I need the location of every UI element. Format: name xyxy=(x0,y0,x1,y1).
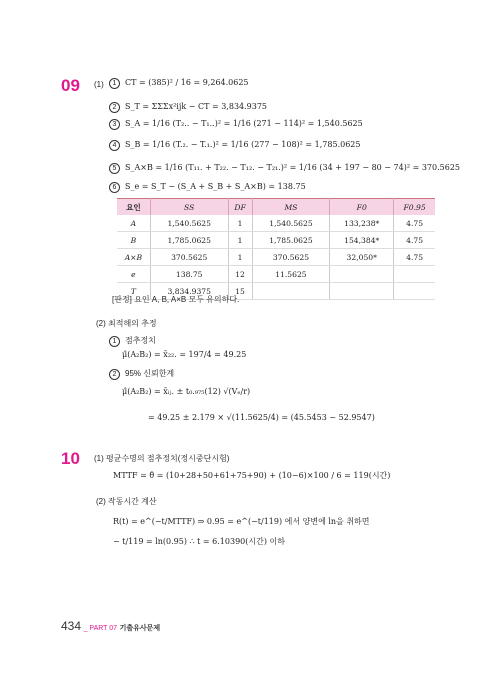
formula-item-4: 4 S_B = 1/16 (T.₂. − T.₁.)² = 1/16 (277 − 108)² = 1,785.0625 xyxy=(109,140,360,151)
confidence-result: = 49.25 ± 2.179 × √(11.5625/4) = (45.5453 ~ 52.9547) xyxy=(148,413,375,422)
confidence-formula: μ̂(A₂B₂) = x̄ᵢⱼ. ± t₀.₉₇₅(12) √(Vₑ/r) xyxy=(122,387,251,396)
header-ss: SS xyxy=(150,199,228,216)
table-row: e 138.75 12 11.5625 xyxy=(117,266,435,283)
sub-item-confidence-limit: 2 95% 신뢰한계 xyxy=(109,368,174,380)
formula-item-6: 6 S_e = S_T − (S_A + S_B + S_A×B) = 138.75 xyxy=(109,182,306,193)
question-number-10: 10 xyxy=(61,449,80,468)
anova-table xyxy=(117,198,435,300)
header-ms: MS xyxy=(252,199,330,216)
table-row: A×B 370.5625 1 370.5625 32,050* 4.75 xyxy=(117,249,435,266)
formula-item-5: 5 S_A×B = 1/16 (T₁₁. + T₂₂. − T₁₂. − T₂₁.)² = 1/16 (34 + 197 − 80 − 74)² = 370.5625 xyxy=(109,163,460,174)
part-label: _ PART 07 xyxy=(83,625,118,632)
judgement-text: [판정] 요인 A, B, A×B 모두 유의하다. xyxy=(112,295,240,304)
chapter-title: 기출유사문제 xyxy=(119,625,161,632)
header-factor: 요인 xyxy=(117,199,150,216)
part-label: (1) xyxy=(94,80,104,89)
table-row: T 3,834.9375 15 xyxy=(117,283,435,300)
table-row: A 1,540.5625 1 1,540.5625 133,238* 4.75 xyxy=(117,215,435,232)
page-footer xyxy=(61,619,160,633)
reliability-formula: R(t) = e^(−t/MTTF) ⇒ 0.95 = e^(−t/119) 에서 양변에 ln을 취하면 xyxy=(113,517,370,526)
time-result: − t/119 = ln(0.95) ∴ t = 6.10390(시간) 이하 xyxy=(113,537,285,546)
formula-item-3: 3 S_A = 1/16 (T₂.. − T₁..)² = 1/16 (271 − 114)² = 1,540.5625 xyxy=(109,119,363,130)
header-f095: F0.95 xyxy=(394,199,435,216)
formula-item-1: 1 CT = (385)² / 16 = 9,264.0625 xyxy=(109,78,249,89)
point-estimate-formula: μ̂(A₂B₂) = x̄₂₂. = 197/4 = 49.25 xyxy=(122,350,247,359)
table-header-row xyxy=(117,199,435,216)
formula-item-2: 2 S_T = ΣΣΣx²ijk − CT = 3,834.9375 xyxy=(109,102,267,113)
mttf-formula: MTTF = θ̂ = (10+28+50+61+75+90) + (10−6)×100 / 6 = 119(시간) xyxy=(113,471,391,480)
header-f0: F0 xyxy=(330,199,394,216)
page-number: 434 xyxy=(61,619,82,633)
header-df: DF xyxy=(228,199,252,216)
question-number-09: 09 xyxy=(61,76,80,95)
section-heading: (2) 작동시간 계산 xyxy=(96,497,157,506)
sub-item-point-estimate: 1 점추정치 xyxy=(109,335,156,347)
section-heading: (1) 평균수명의 점추정치(정시중단시험) xyxy=(94,454,230,463)
table-row: B 1,785.0625 1 1,785.0625 154,384* 4.75 xyxy=(117,232,435,249)
section-heading: (2) 최적해의 추정 xyxy=(96,319,157,328)
